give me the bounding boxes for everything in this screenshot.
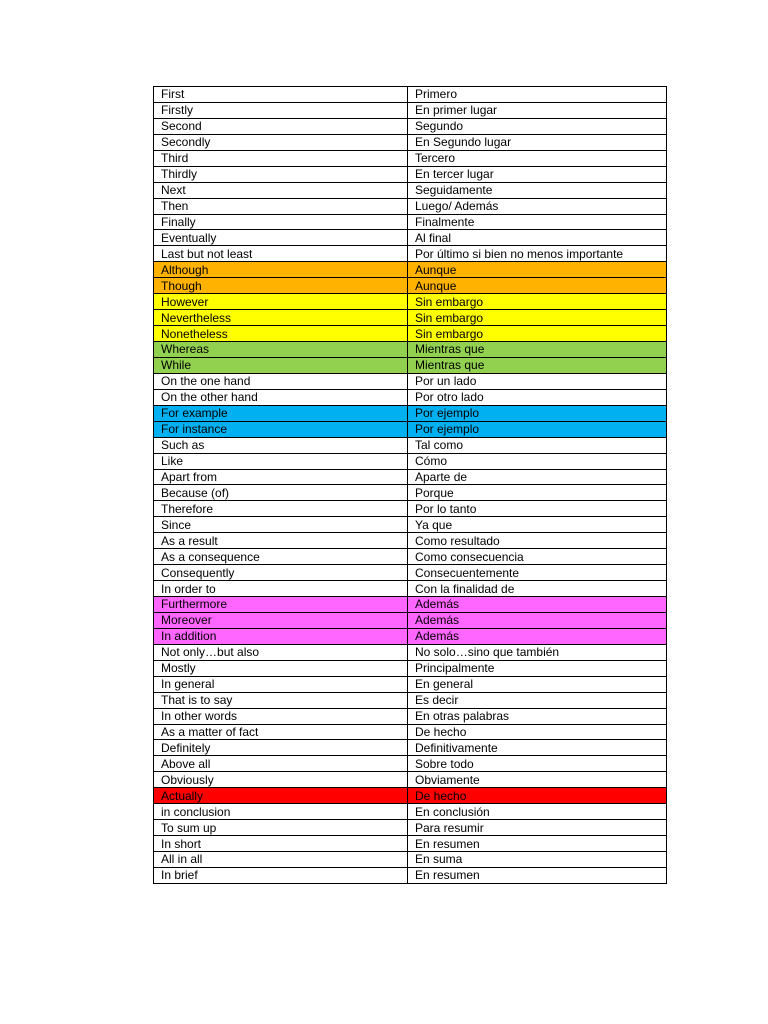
table-row [154,453,667,469]
table-row [154,756,667,772]
english-connector-cell: In order to [154,581,408,597]
english-connector-cell: In general [154,676,408,692]
table-row [154,437,667,453]
table-row [154,278,667,294]
table-row [154,102,667,118]
spanish-translation-cell: Por lo tanto [408,501,667,517]
spanish-translation-cell: Aparte de [408,469,667,485]
table-row [154,310,667,326]
spanish-translation-cell: Por ejemplo [408,405,667,421]
spanish-translation-cell: Segundo [408,118,667,134]
table-row [154,644,667,660]
table-row [154,342,667,358]
spanish-translation-cell: En conclusión [408,804,667,820]
spanish-translation-cell: Como resultado [408,533,667,549]
spanish-translation-cell: Aunque [408,278,667,294]
spanish-translation-cell: Tal como [408,437,667,453]
spanish-translation-cell: Por un lado [408,373,667,389]
spanish-translation-cell: Sin embargo [408,294,667,310]
table-row [154,182,667,198]
table-row [154,867,667,883]
table-row [154,294,667,310]
table-row [154,549,667,565]
table-row [154,788,667,804]
table-row [154,246,667,262]
english-connector-cell: Obviously [154,772,408,788]
table-row [154,772,667,788]
english-connector-cell: All in all [154,852,408,868]
table-row [154,804,667,820]
english-connector-cell: Consequently [154,565,408,581]
connectors-table [153,86,667,884]
spanish-translation-cell: Mientras que [408,357,667,373]
english-connector-cell: Since [154,517,408,533]
spanish-translation-cell: Aunque [408,262,667,278]
spanish-translation-cell: Es decir [408,692,667,708]
spanish-translation-cell: En suma [408,852,667,868]
table-row [154,357,667,373]
spanish-translation-cell: Sin embargo [408,310,667,326]
english-connector-cell: As a consequence [154,549,408,565]
spanish-translation-cell: Para resumir [408,820,667,836]
english-connector-cell: Mostly [154,660,408,676]
spanish-translation-cell: Primero [408,87,667,103]
english-connector-cell: However [154,294,408,310]
spanish-translation-cell: Al final [408,230,667,246]
table-row [154,166,667,182]
table-row [154,660,667,676]
spanish-translation-cell: Finalmente [408,214,667,230]
spanish-translation-cell: Mientras que [408,342,667,358]
table-row [154,612,667,628]
english-connector-cell: In addition [154,628,408,644]
table-row [154,676,667,692]
english-connector-cell: Actually [154,788,408,804]
english-connector-cell: Then [154,198,408,214]
english-connector-cell: Apart from [154,469,408,485]
table-row [154,214,667,230]
table-row [154,118,667,134]
table-row [154,262,667,278]
english-connector-cell: On the one hand [154,373,408,389]
spanish-translation-cell: Seguidamente [408,182,667,198]
english-connector-cell: In brief [154,867,408,883]
english-connector-cell: Moreover [154,612,408,628]
table-row [154,87,667,103]
english-connector-cell: While [154,357,408,373]
english-connector-cell: In short [154,836,408,852]
english-connector-cell: As a matter of fact [154,724,408,740]
table-row [154,565,667,581]
table-row [154,628,667,644]
spanish-translation-cell: En primer lugar [408,102,667,118]
english-connector-cell: For example [154,405,408,421]
english-connector-cell: Third [154,150,408,166]
spanish-translation-cell: Además [408,612,667,628]
table-row [154,421,667,437]
spanish-translation-cell: Con la finalidad de [408,581,667,597]
spanish-translation-cell: De hecho [408,724,667,740]
english-connector-cell: In other words [154,708,408,724]
connectors-table-body [154,87,667,884]
spanish-translation-cell: Ya que [408,517,667,533]
english-connector-cell: Although [154,262,408,278]
table-row [154,501,667,517]
table-row [154,230,667,246]
table-row [154,597,667,613]
table-row [154,405,667,421]
spanish-translation-cell: Por ejemplo [408,421,667,437]
english-connector-cell: Definitely [154,740,408,756]
english-connector-cell: Such as [154,437,408,453]
spanish-translation-cell: Tercero [408,150,667,166]
english-connector-cell: Though [154,278,408,294]
spanish-translation-cell: Sobre todo [408,756,667,772]
english-connector-cell: Whereas [154,342,408,358]
spanish-translation-cell: De hecho [408,788,667,804]
english-connector-cell: in conclusion [154,804,408,820]
english-connector-cell: Because (of) [154,485,408,501]
english-connector-cell: Second [154,118,408,134]
spanish-translation-cell: En Segundo lugar [408,134,667,150]
spanish-translation-cell: En otras palabras [408,708,667,724]
english-connector-cell: Eventually [154,230,408,246]
spanish-translation-cell: En tercer lugar [408,166,667,182]
table-row [154,740,667,756]
english-connector-cell: Thirdly [154,166,408,182]
english-connector-cell: Above all [154,756,408,772]
spanish-translation-cell: Como consecuencia [408,549,667,565]
spanish-translation-cell: Por último si bien no menos importante [408,246,667,262]
table-row [154,373,667,389]
english-connector-cell: Furthermore [154,597,408,613]
spanish-translation-cell: No solo…sino que también [408,644,667,660]
table-row [154,389,667,405]
table-row [154,581,667,597]
table-row [154,134,667,150]
table-row [154,852,667,868]
english-connector-cell: For instance [154,421,408,437]
table-row [154,533,667,549]
spanish-translation-cell: Además [408,628,667,644]
english-connector-cell: First [154,87,408,103]
english-connector-cell: Last but not least [154,246,408,262]
spanish-translation-cell: En general [408,676,667,692]
english-connector-cell: That is to say [154,692,408,708]
table-row [154,326,667,342]
english-connector-cell: On the other hand [154,389,408,405]
spanish-translation-cell: Porque [408,485,667,501]
english-connector-cell: Therefore [154,501,408,517]
spanish-translation-cell: En resumen [408,836,667,852]
table-row [154,150,667,166]
english-connector-cell: Like [154,453,408,469]
spanish-translation-cell: Definitivamente [408,740,667,756]
english-connector-cell: Next [154,182,408,198]
spanish-translation-cell: Sin embargo [408,326,667,342]
spanish-translation-cell: Por otro lado [408,389,667,405]
table-row [154,469,667,485]
spanish-translation-cell: Consecuentemente [408,565,667,581]
table-row [154,820,667,836]
spanish-translation-cell: Además [408,597,667,613]
table-row [154,836,667,852]
spanish-translation-cell: Luego/ Además [408,198,667,214]
table-row [154,708,667,724]
spanish-translation-cell: Principalmente [408,660,667,676]
english-connector-cell: To sum up [154,820,408,836]
english-connector-cell: Nevertheless [154,310,408,326]
english-connector-cell: As a result [154,533,408,549]
spanish-translation-cell: En resumen [408,867,667,883]
english-connector-cell: Finally [154,214,408,230]
table-row [154,485,667,501]
table-row [154,517,667,533]
spanish-translation-cell: Cómo [408,453,667,469]
english-connector-cell: Not only…but also [154,644,408,660]
spanish-translation-cell: Obviamente [408,772,667,788]
english-connector-cell: Secondly [154,134,408,150]
english-connector-cell: Firstly [154,102,408,118]
table-row [154,724,667,740]
table-row [154,198,667,214]
table-row [154,692,667,708]
english-connector-cell: Nonetheless [154,326,408,342]
